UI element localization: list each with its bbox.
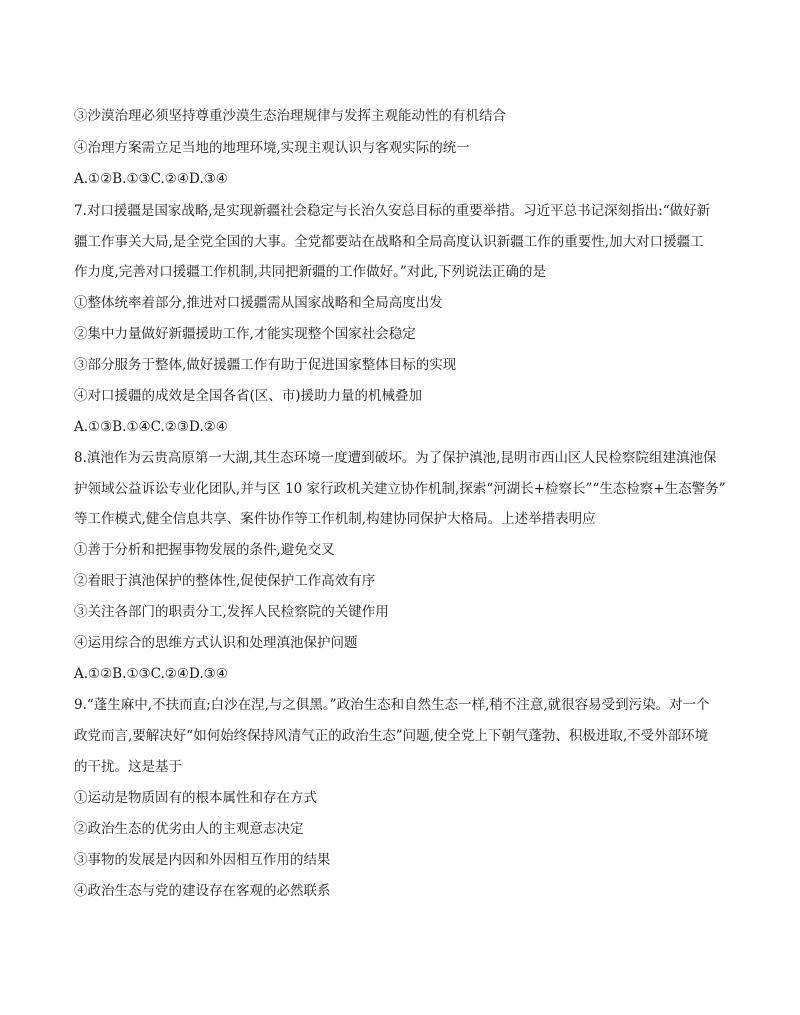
answer-choices: A.①③B.①④C.②③D.②④ <box>74 419 228 435</box>
question-stem: 政党而言,要解决好“如何始终保持风清气正的政治生态”问题,使全党上下朝气蓬勃、积极进取,不受外部环境 <box>74 728 709 744</box>
answer-choices: A.①②B.①③C.②④D.③④ <box>74 171 228 187</box>
option-statement: ①善于分析和把握事物发展的条件,避免交叉 <box>74 542 335 558</box>
question-stem: 的干扰。这是基于 <box>74 759 182 775</box>
option-statement: ④对口援疆的成效是全国各省(区、市)援助力量的机械叠加 <box>74 388 423 404</box>
option-statement: ①运动是物质固有的根本属性和存在方式 <box>74 790 317 806</box>
option-statement: ③关注各部门的职责分工,发挥人民检察院的关键作用 <box>74 604 389 620</box>
option-statement: ③沙漠治理必须坚持尊重沙漠生态治理规律与发挥主观能动性的有机结合 <box>74 108 506 124</box>
question-stem: 护领域公益诉讼专业化团队,并与区 10 家行政机关建立协作机制,探索“河湖长+检察长”“生态检察+生态警务” <box>74 481 726 497</box>
option-statement: ②着眼于滇池保护的整体性,促使保护工作高效有序 <box>74 573 376 589</box>
question-stem: 疆工作事关大局,是全党全国的大事。全党都要站在战略和全局高度认识新疆工作的重要性,加大对口援疆工 <box>74 234 704 250</box>
answer-choices: A.①②B.①③C.②④D.③④ <box>74 666 228 682</box>
question-stem: 等工作模式,健全信息共享、案件协作等工作机制,构建协同保护大格局。上述举措表明应 <box>74 511 596 527</box>
option-statement: ④运用综合的思维方式认识和处理滇池保护问题 <box>74 635 358 651</box>
option-statement: ③事物的发展是内因和外因相互作用的结果 <box>74 852 331 868</box>
option-statement: ④治理方案需立足当地的地理环境,实现主观认识与客观实际的统一 <box>74 140 470 156</box>
option-statement: ①整体统率着部分,推进对口援疆需从国家战略和全局高度出发 <box>74 295 443 311</box>
question-stem: 9.“蓬生麻中,不扶而直;白沙在涅,与之俱黑。”政治生态和自然生态一样,稍不注意,就很容易受到污染。对一个 <box>74 697 710 713</box>
question-stem: 作力度,完善对口援疆工作机制,共同把新疆的工作做好。”对此,下列说法正确的是 <box>74 264 547 280</box>
question-stem: 7.对口援疆是国家战略,是实现新疆社会稳定与长治久安总目标的重要举措。习近平总书记深刻指出:“做好新 <box>74 203 711 219</box>
option-statement: ②政治生态的优劣由人的主观意志决定 <box>74 821 304 837</box>
option-statement: ③部分服务于整体,做好援疆工作有助于促进国家整体目标的实现 <box>74 357 457 373</box>
option-statement: ④政治生态与党的建设存在客观的必然联系 <box>74 883 331 899</box>
question-stem: 8.滇池作为云贵高原第一大湖,其生态环境一度遭到破坏。为了保护滇池,昆明市西山区人民检察院组建滇池保 <box>74 450 717 466</box>
option-statement: ②集中力量做好新疆援助工作,才能实现整个国家社会稳定 <box>74 326 416 342</box>
